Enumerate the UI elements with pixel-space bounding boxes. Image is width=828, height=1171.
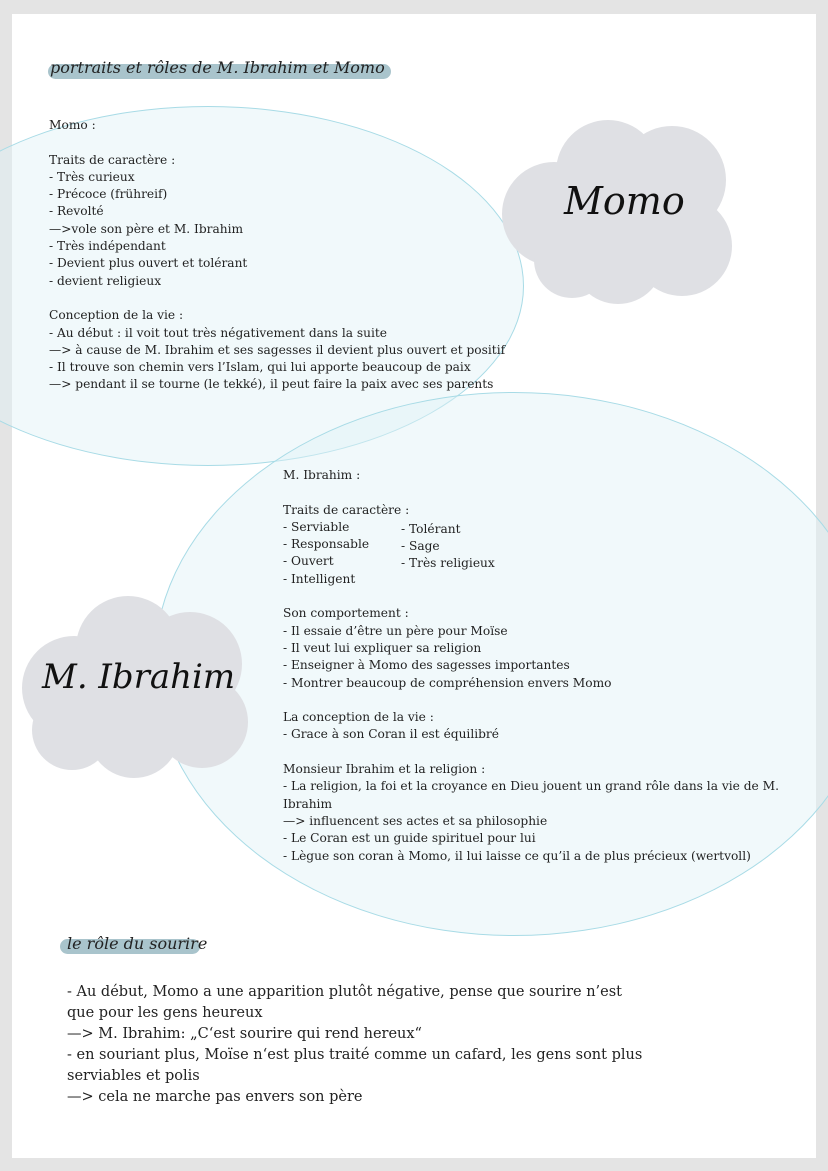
ibrahim-traits-title: Traits de caractère :	[283, 502, 410, 517]
list-item: - Responsable	[283, 537, 370, 552]
list-item: - Intelligent	[283, 571, 356, 586]
list-item: Ibrahim	[283, 796, 333, 811]
list-item: —> M. Ibrahim: „C‘est sourire qui rend hereux“	[67, 1026, 422, 1042]
ibrahim-traits-right	[401, 521, 495, 571]
list-item: - Grace à son Coran il est équilibré	[283, 727, 499, 742]
ibrahim-behavior-title: Son comportement :	[283, 606, 409, 621]
list-item: - Devient plus ouvert et tolérant	[49, 256, 248, 271]
list-item: - Il trouve son chemin vers l’Islam, qui lui apporte beaucoup de paix	[49, 360, 471, 375]
list-item: - Il veut lui expliquer sa religion	[283, 640, 482, 655]
list-item: - Très religieux	[401, 556, 495, 571]
momo-cloud-label: Momo	[564, 179, 685, 223]
list-item: - Enseigner à Momo des sagesses importantes	[283, 658, 570, 673]
list-item: - Montrer beaucoup de compréhension envers Momo	[283, 675, 612, 690]
ibrahim-title: M. Ibrahim :	[283, 468, 361, 482]
ibrahim-section	[283, 467, 779, 865]
list-item: —> à cause de M. Ibrahim et ses sagesses il devient plus ouvert et positif	[49, 342, 506, 357]
momo-conception-title: Conception de la vie :	[49, 308, 184, 323]
momo-section	[49, 117, 505, 394]
list-item: - Très curieux	[49, 169, 135, 184]
list-item: —> cela ne marche pas envers son père	[67, 1089, 363, 1105]
section-heading-portraits: portraits et rôles de M. Ibrahim et Momo	[50, 58, 385, 77]
list-item: - Au début, Momo a une apparition plutôt négative, pense que sourire n’est	[67, 984, 623, 1000]
list-item: - Très indépendant	[49, 239, 166, 254]
section-heading-sourire: le rôle du sourire	[67, 934, 208, 953]
list-item: —>vole son père et M. Ibrahim	[49, 221, 244, 236]
list-item: —> influencent ses actes et sa philosophie	[283, 813, 548, 828]
list-item: que pour les gens heureux	[67, 1005, 263, 1021]
list-item: - Le Coran est un guide spirituel pour lui	[283, 831, 536, 846]
list-item: - Précoce (frühreif)	[49, 187, 168, 202]
list-item: - Il essaie d’être un père pour Moïse	[283, 623, 508, 638]
list-item: - Sage	[401, 539, 440, 554]
list-item: - Au début : il voit tout très négativement dans la suite	[49, 325, 388, 340]
ibrahim-conception-title: La conception de la vie :	[283, 710, 434, 725]
sourire-section	[67, 982, 642, 1108]
list-item: - en souriant plus, Moïse n‘est plus traité comme un cafard, les gens sont plus	[67, 1047, 643, 1063]
list-item: - Serviable	[283, 519, 350, 534]
ibrahim-cloud-label: M. Ibrahim	[42, 657, 236, 697]
list-item: serviables et polis	[67, 1068, 200, 1084]
ibrahim-traits	[283, 519, 779, 588]
list-item: - La religion, la foi et la croyance en Dieu jouent un grand rôle dans la vie de M.	[283, 779, 779, 794]
document-page	[12, 14, 816, 1158]
momo-traits-title: Traits de caractère :	[49, 152, 176, 167]
list-item: - Revolté	[49, 204, 104, 219]
list-item: - Lègue son coran à Momo, il lui laisse ce qu’il a de plus précieux (wertvoll)	[283, 848, 751, 863]
list-item: - devient religieux	[49, 273, 162, 288]
momo-title: Momo :	[49, 118, 96, 132]
list-item: - Ouvert	[283, 554, 334, 569]
list-item: - Tolérant	[401, 521, 461, 536]
list-item: —> pendant il se tourne (le tekké), il peut faire la paix avec ses parents	[49, 377, 494, 392]
ibrahim-traits-left	[283, 519, 370, 586]
ibrahim-religion-title: Monsieur Ibrahim et la religion :	[283, 762, 486, 777]
